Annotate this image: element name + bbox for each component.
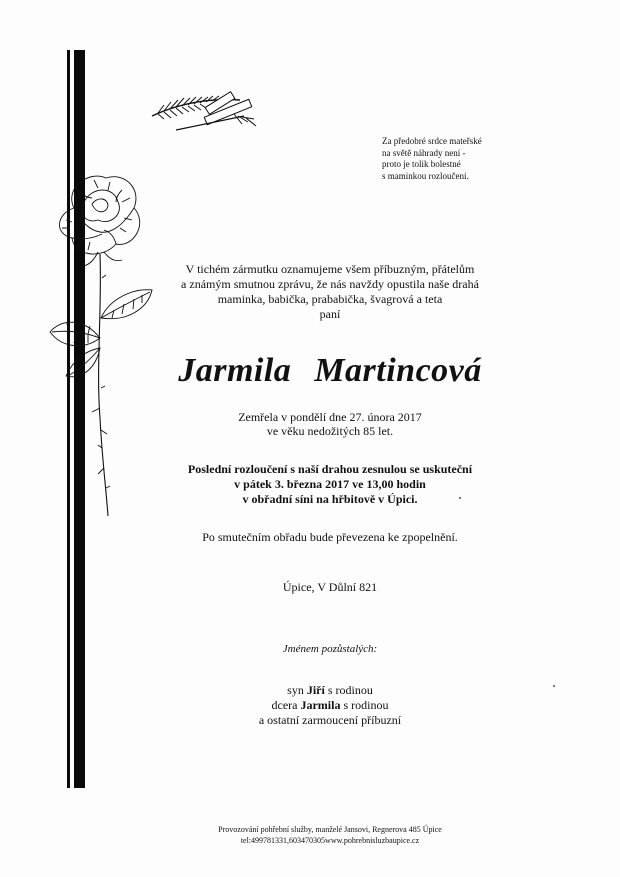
death-date-line: Zemřela v pondělí dne 27. února 2017 — [238, 410, 422, 424]
mourner-suffix: s rodinou — [343, 698, 389, 712]
funeral-line: Poslední rozloučení s naší drahou zesnulou se uskuteční — [187, 462, 473, 476]
on-behalf-heading: Jménem pozůstalých: — [282, 643, 378, 655]
cremation-note: Po smutečním obřadu bude převezena ke zpopelnění. — [202, 530, 458, 544]
intro-line: maminka, babička, prababička, švagrová a teta — [217, 292, 443, 306]
funeral-service-footer — [170, 824, 490, 846]
deceased-name — [150, 351, 510, 391]
rose-illustration — [44, 168, 156, 518]
mourner-son — [150, 683, 510, 698]
verse-quote — [382, 136, 532, 182]
address-line: Úpice, V Důlní 821 — [282, 580, 378, 594]
mourner-name: Jarmila — [300, 698, 341, 712]
funeral-details — [150, 462, 510, 507]
mourner-others: a ostatní zarmoucení příbuzní — [258, 713, 402, 727]
verse-line: na světě náhrady není - — [382, 147, 466, 158]
cross-with-palm-branch-icon — [148, 86, 266, 136]
death-age-line: ve věku nedožitých 85 let. — [266, 424, 394, 438]
announcement-intro — [150, 262, 510, 322]
mourner-relation: syn — [287, 683, 304, 697]
footer-line: Provozování pohřební služby, manželé Jansovi, Regnerova 485 Úpice — [218, 825, 442, 834]
verse-line: proto je tolik bolestné — [382, 159, 461, 169]
deceased-last-name: Martincová — [314, 352, 482, 389]
footer-line: tel:499781331,603470305www.pohrebnisluzbaupice.cz — [240, 836, 420, 845]
scan-speck — [553, 685, 555, 687]
mourners-list — [150, 683, 510, 728]
intro-line: V tichém zármutku oznamujeme všem příbuzným, přátelům — [185, 262, 475, 276]
verse-line: s maminkou rozloučení. — [382, 170, 469, 181]
mourner-daughter — [150, 698, 510, 713]
funeral-line: v pátek 3. března 2017 ve 13,00 hodin — [234, 477, 426, 491]
intro-line: paní — [319, 307, 341, 321]
mourner-suffix: s rodinou — [327, 683, 373, 697]
funeral-line: v obřadní síni na hřbitově v Úpici. — [242, 492, 418, 506]
scan-speck — [459, 497, 461, 499]
intro-line: a známým smutnou zprávu, že nás navždy opustila naše drahá — [181, 277, 479, 291]
deceased-first-name: Jarmila — [178, 352, 292, 389]
death-details — [150, 410, 510, 438]
mourner-name: Jiří — [306, 683, 325, 697]
mourner-relation: dcera — [271, 698, 298, 712]
verse-line: Za předobré srdce mateřské — [382, 136, 482, 146]
